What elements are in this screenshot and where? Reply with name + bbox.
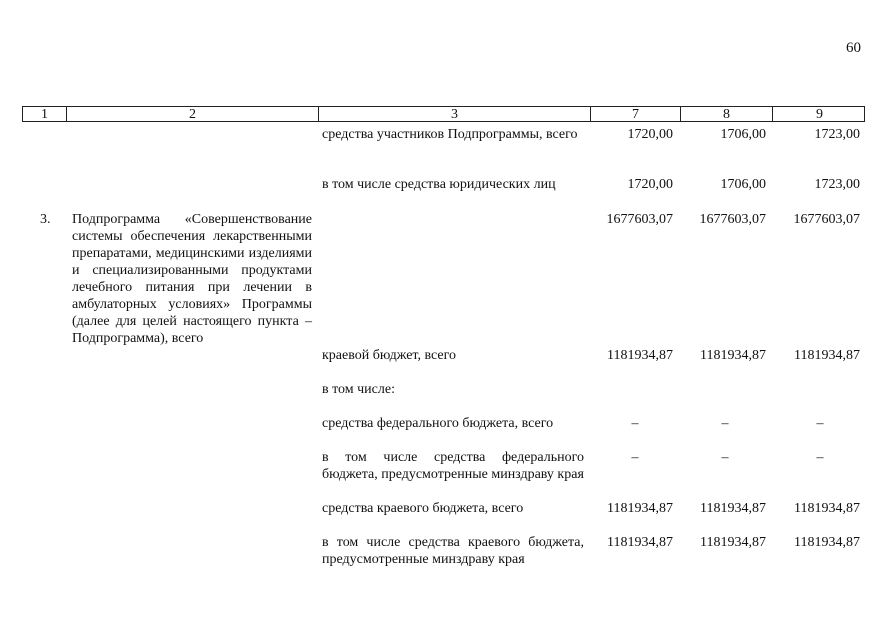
- row-value-col7: 1181934,87: [607, 535, 673, 550]
- row-value-col8: 1706,00: [720, 177, 766, 192]
- row-value-col9: 1181934,87: [794, 501, 860, 516]
- row-value-col9: 1677603,07: [793, 212, 860, 227]
- subprogram-title: Подпрограмма «Совершенствование системы обеспечения лекарственными препаратами, медицинскими изделиями и специализированными продуктами лечебного питания при лечении в амбулаторных условиях» Программы (далее для целей настоящего пункта – Подпрограмма), всего: [72, 212, 312, 346]
- row-value-col8: 1677603,07: [699, 212, 766, 227]
- row-value-col7: 1181934,87: [607, 501, 673, 516]
- row-value-col8: 1706,00: [720, 127, 766, 142]
- row-value-col8: 1181934,87: [700, 348, 766, 363]
- row-value-col9: –: [816, 450, 824, 465]
- row-value-col8: –: [721, 416, 729, 431]
- header-col-9: 9: [816, 107, 823, 122]
- row-value-col7: 1720,00: [627, 127, 673, 142]
- row-description: краевой бюджет, всего: [322, 348, 457, 363]
- row-description: в том числе средства юридических лиц: [322, 177, 556, 192]
- row-value-col9: 1723,00: [814, 177, 860, 192]
- row-value-col7: –: [631, 416, 639, 431]
- header-col-7: 7: [591, 107, 681, 121]
- row-value-col8: 1181934,87: [700, 501, 766, 516]
- header-col-8: 8: [681, 107, 773, 121]
- row-value-col9: 1181934,87: [794, 535, 860, 550]
- row-value-col8: 1181934,87: [700, 535, 766, 550]
- table-header: [22, 106, 865, 122]
- header-col-2: 2: [67, 107, 319, 121]
- row-value-col7: 1181934,87: [607, 348, 673, 363]
- row-value-col9: –: [816, 416, 824, 431]
- header-col-1: 1: [23, 107, 67, 121]
- row-value-col7: –: [631, 450, 639, 465]
- row-value-col7: 1677603,07: [606, 212, 673, 227]
- header-col-3: 3: [319, 107, 591, 121]
- row-description: средства федерального бюджета, всего: [322, 416, 554, 431]
- page-number: 60: [846, 40, 861, 56]
- row-value-col8: –: [721, 450, 729, 465]
- row-description: средства краевого бюджета, всего: [322, 501, 524, 516]
- row-number: 3.: [40, 212, 51, 227]
- row-description: в том числе:: [322, 382, 395, 397]
- row-value-col9: 1181934,87: [794, 348, 860, 363]
- row-description: в том числе средства краевого бюджета, предусмотренные минздраву края: [322, 535, 584, 567]
- row-value-col7: 1720,00: [627, 177, 673, 192]
- row-value-col9: 1723,00: [814, 127, 860, 142]
- row-description: в том числе средства федерального бюджета, предусмотренные минздраву края: [322, 450, 584, 482]
- row-description: средства участников Подпрограммы, всего: [322, 127, 578, 142]
